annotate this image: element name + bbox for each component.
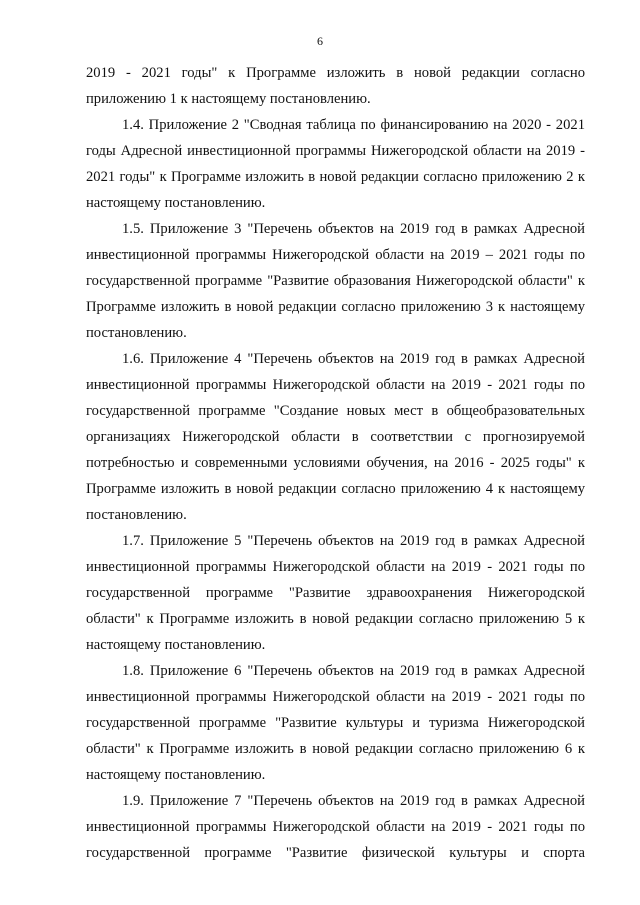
paragraph-1-7: 1.7. Приложение 5 "Перечень объектов на 2019 год в рамках Адресной инвестиционной программы Нижегородской области на 2019 - 2021 годы по государственной программе "Развитие здравоохранения Нижегородской области" к Программе изложить в новой редакции согласно приложению 5 к настоящему постановлению. — [86, 533, 585, 653]
paragraph-1-9: 1.9. Приложение 7 "Перечень объектов на 2019 год в рамках Адресной инвестиционной программы Нижегородской области на 2019 - 2021 годы по государственной программе "Развитие физической культуры и спорта — [86, 793, 585, 861]
document-body — [86, 60, 585, 866]
paragraph-1-6: 1.6. Приложение 4 "Перечень объектов на 2019 год в рамках Адресной инвестиционной программы Нижегородской области на 2019 - 2021 годы по государственной программе "Создание новых мест в общеобразовательных организациях Нижегородской области в соответствии с прогнозируемой потребностью и современными условиями обучения, на 2016 - 2025 годы" к Программе изложить в новой редакции согласно приложению 4 к настоящему постановлению. — [86, 351, 585, 523]
paragraph-1-8: 1.8. Приложение 6 "Перечень объектов на 2019 год в рамках Адресной инвестиционной программы Нижегородской области на 2019 - 2021 годы по государственной программе "Развитие культуры и туризма Нижегородской области" к Программе изложить в новой редакции согласно приложению 6 к настоящему постановлению. — [86, 663, 585, 783]
paragraph-1-5: 1.5. Приложение 3 "Перечень объектов на 2019 год в рамках Адресной инвестиционной программы Нижегородской области на 2019 – 2021 годы по государственной программе "Развитие образования Нижегородской области" к Программе изложить в новой редакции согласно приложению 3 к настоящему постановлению. — [86, 221, 585, 341]
paragraph-1-4: 1.4. Приложение 2 "Сводная таблица по финансированию на 2020 - 2021 годы Адресной инвестиционной программы Нижегородской области на 2019 - 2021 годы" к Программе изложить в новой редакции согласно приложению 2 к настоящему постановлению. — [86, 117, 585, 211]
paragraph-continuation: 2019 - 2021 годы" к Программе изложить в новой редакции согласно приложению 1 к настоящему постановлению. — [86, 65, 585, 107]
page-number: 6 — [317, 34, 323, 48]
